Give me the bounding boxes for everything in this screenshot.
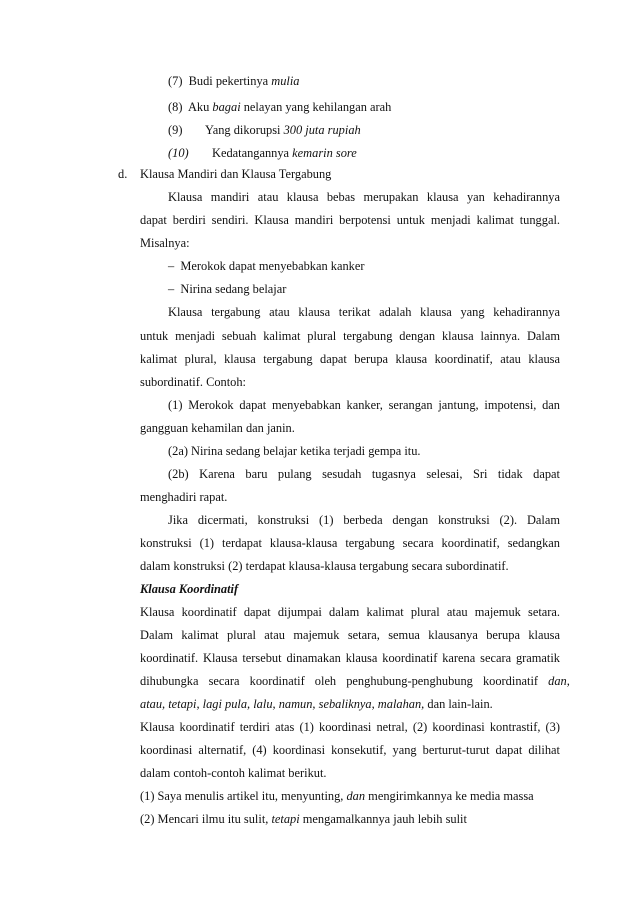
paragraph-line: Jika dicermati, konstruksi (1) berbeda dengan konstruksi (2). Dalam — [168, 513, 560, 527]
example-line: (2a) Nirina sedang belajar ketika terjadi gempa itu. — [168, 444, 421, 458]
conjunction-italic: atau, tetapi, lagi pula, lalu, namun, sebaliknya, malahan, — [140, 697, 425, 711]
bullet-item — [168, 281, 286, 297]
dash-icon: – — [168, 282, 175, 296]
section-marker: d. — [118, 167, 128, 181]
conjunction-italic: dan — [346, 789, 366, 803]
example-line: (2b) Karena baru pulang sesudah tugasnya selesai, Sri tidak dapat — [168, 467, 560, 481]
paragraph-line — [140, 673, 570, 689]
example-text: Yang dikorupsi — [205, 123, 284, 137]
example-line: gangguan kehamilan dan janin. — [140, 421, 295, 435]
example-10 — [168, 145, 189, 161]
section-heading: Klausa Mandiri dan Klausa Tergabung — [140, 167, 332, 181]
paragraph-line: untuk menjadi sebuah kalimat plural tergabung dengan klausa lainnya. Dalam — [140, 329, 560, 343]
example-9 — [168, 122, 182, 138]
paragraph-line: Dalam kalimat plural atau majemuk setara, semua klausanya berupa klausa — [140, 628, 560, 642]
example-line: (1) Merokok dapat menyebabkan kanker, serangan jantung, impotensi, dan — [168, 398, 560, 412]
paragraph-line: dalam contoh-contoh kalimat berikut. — [140, 766, 327, 780]
paragraph-line: Klausa koordinatif terdiri atas (1) koordinasi netral, (2) koordinasi kontrastif, (3) — [140, 720, 560, 734]
example-number: (7) — [168, 74, 183, 88]
bullet-text: Merokok dapat menyebabkan kanker — [180, 259, 365, 273]
paragraph-line: subordinatif. Contoh: — [140, 375, 247, 389]
paragraph-line: Klausa tergabung atau klausa terikat adalah klausa yang kehadirannya — [168, 305, 560, 319]
example-7 — [168, 73, 299, 89]
example-text-rest: mengamalkannya jauh lebih sulit — [299, 812, 467, 826]
example-line — [140, 788, 534, 804]
bullet-item — [168, 258, 364, 274]
paragraph-line: Klausa koordinatif dapat dijumpai dalam kalimat plural atau majemuk setara. — [140, 605, 560, 619]
conjunction-italic: dan, — [548, 674, 570, 688]
paragraph-line: konstruksi (1) terdapat klausa-klausa tergabung secara koordinatif, sedangkan — [140, 536, 560, 550]
example-line: menghadiri rapat. — [140, 490, 228, 504]
paragraph-line: Klausa mandiri atau klausa bebas merupakan klausa yan kehadirannya — [168, 190, 560, 204]
paragraph-line: koordinatif. Klausa tersebut dinamakan klausa koordinatif karena secara gramatik — [140, 651, 560, 665]
example-text: Aku — [187, 100, 213, 114]
paragraph-line: koordinasi alternatif, (4) koordinasi konsekutif, yang berturut-turut dapat dilihat — [140, 743, 560, 757]
example-text: (2) Mencari ilmu itu sulit, — [140, 812, 272, 826]
example-10-body — [212, 145, 357, 161]
conjunction-italic: tetapi — [271, 812, 300, 826]
example-9-body — [205, 122, 361, 138]
example-italic: kemarin sore — [292, 146, 357, 160]
bullet-text: Nirina sedang belajar — [180, 282, 287, 296]
example-text: Budi pekertinya — [188, 74, 272, 88]
example-text-rest: mengirimkannya ke media massa — [365, 789, 534, 803]
example-text: Kedatangannya — [212, 146, 293, 160]
paragraph-line: kalimat plural, klausa tergabung dapat berupa klausa koordinatif, atau klausa — [140, 352, 560, 366]
example-line — [140, 811, 467, 827]
sub-heading: Klausa Koordinatif — [140, 582, 239, 596]
example-text-rest: nelayan yang kehilangan arah — [240, 100, 392, 114]
example-number: (8) — [168, 100, 183, 114]
example-8 — [168, 99, 391, 115]
paragraph-line: dapat berdiri sendiri. Klausa mandiri berpotensi untuk menjadi kalimat tunggal. — [140, 213, 560, 227]
paragraph-text: dan lain-lain. — [424, 697, 493, 711]
example-italic: bagai — [212, 100, 241, 114]
paragraph-line — [140, 696, 493, 712]
dash-icon: – — [168, 259, 175, 273]
example-number: (9) — [168, 123, 183, 137]
paragraph-text: dihubungka secara koordinatif oleh penghubung-penghubung koordinatif — [140, 674, 549, 688]
example-italic: mulia — [271, 74, 300, 88]
example-italic: 300 juta rupiah — [283, 123, 361, 137]
paragraph-line: dalam konstruksi (2) terdapat klausa-klausa tergabung secara subordinatif. — [140, 559, 509, 573]
paragraph-line: Misalnya: — [140, 236, 190, 250]
example-number: (10) — [168, 146, 189, 160]
example-text: (1) Saya menulis artikel itu, menyunting, — [140, 789, 347, 803]
